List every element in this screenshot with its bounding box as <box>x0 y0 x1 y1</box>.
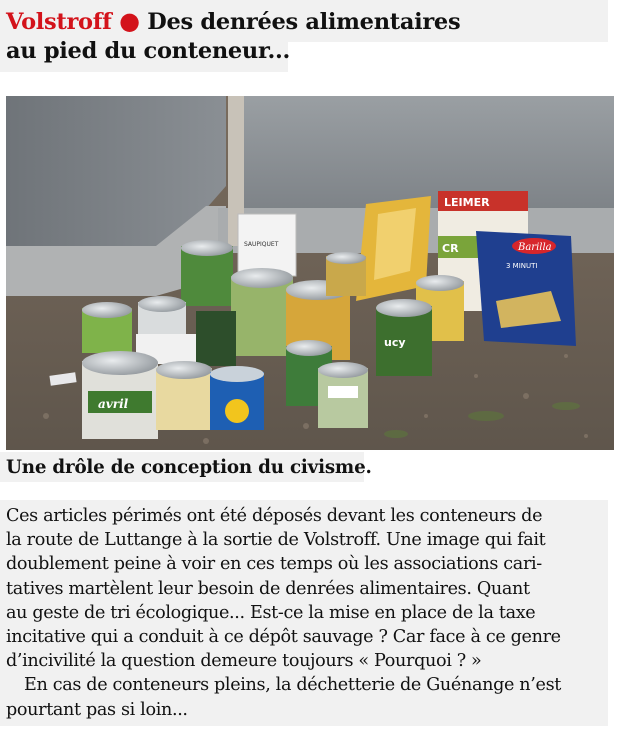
yellow-pasta-window <box>374 208 416 280</box>
body-line: incitative qui a conduit à ce dépôt sauvage ? Car face à ce genre <box>6 627 561 648</box>
bullet-dot-icon: ● <box>119 6 140 35</box>
body-line: d’incivilité la question demeure toujours « Pourquoi ? » <box>6 651 482 672</box>
body-line: tatives martèlent leur besoin de denrées alimentaires. Quant <box>6 578 530 599</box>
leimer-cr: CR <box>442 242 459 255</box>
title-line-2: au pied du conteneur... <box>6 38 291 64</box>
leimer-label: LEIMER <box>444 196 490 209</box>
can-brand-label: ucy <box>384 336 406 349</box>
article-photo <box>6 96 614 450</box>
body-line: doublement peine à voir en ces temps où les associations cari- <box>6 554 542 575</box>
headline <box>6 6 606 66</box>
body-line: En cas de conteneurs pleins, la déchetterie de Guénange n’est <box>24 675 561 696</box>
body-line: Ces articles périmés ont été déposés devant les conteneurs de <box>6 506 543 526</box>
white-box-label: SAUPIQUET <box>244 241 279 248</box>
avril-label: avril <box>98 397 129 411</box>
barilla-label: Barilla <box>518 242 552 253</box>
body-line: la route de Luttange à la sortie de Volstroff. Une image qui fait <box>6 530 546 551</box>
article-body <box>6 504 610 722</box>
photo-illustration <box>6 96 614 450</box>
kicker: Volstroff <box>6 9 112 35</box>
title-line-1: Des denrées alimentaires <box>147 9 461 35</box>
body-line: au geste de tri écologique... Est-ce la mise en place de la taxe <box>6 602 536 623</box>
body-line: pourtant pas si loin... <box>6 699 188 720</box>
photo-caption: Une drôle de conception du civisme. <box>6 457 372 478</box>
minuti-label: 3 MINUTI <box>506 262 538 270</box>
